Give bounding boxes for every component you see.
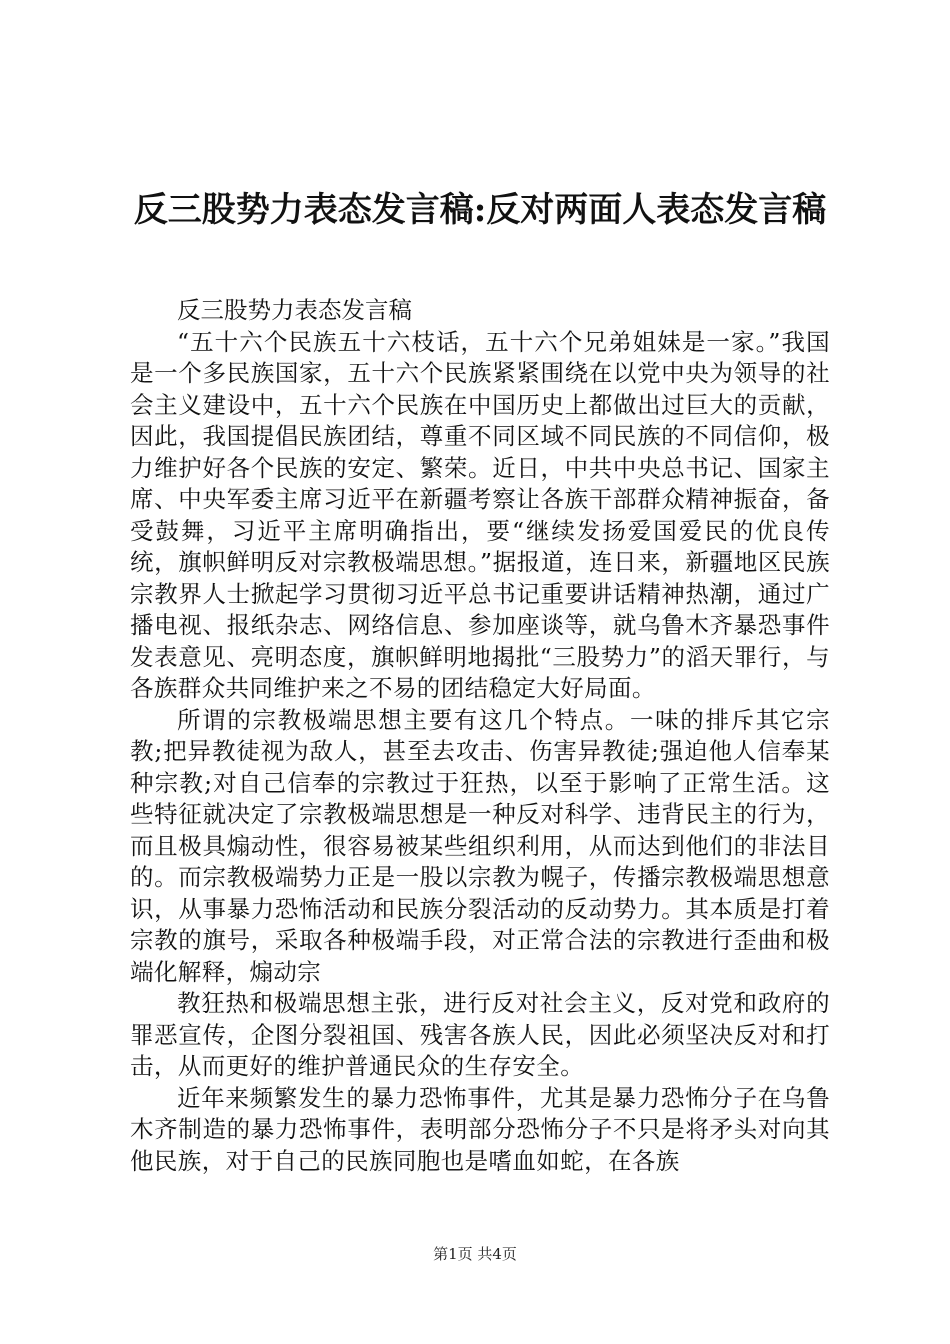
document-title: 反三股势力表态发言稿:反对两面人表态发言稿: [133, 190, 827, 230]
document-body: [130, 295, 830, 1177]
body-paragraph: 近年来频繁发生的暴力恐怖事件，尤其是暴力恐怖分子在乌鲁木齐制造的暴力恐怖事件，表明部分恐怖分子不只是将矛头对向其他民族，对于自己的民族同胞也是嗜血如蛇，在各族: [130, 1083, 830, 1175]
body-paragraph: 所谓的宗教极端思想主要有这几个特点。一味的排斥其它宗教;把异教徒视为敌人，甚至去攻击、伤害异教徒;强迫他人信奉某种宗教;对自己信奉的宗教过于狂热，以至于影响了正常生活。这些特征就决定了宗教极端思想是一种反对科学、违背民主的行为，而且极具煽动性，很容易被某些组织利用，从而达到他们的非法目的。而宗教极端势力正是一股以宗教为幌子，传播宗教极端思想意识，从事暴力恐怖活动和民族分裂活动的反动势力。其本质是打着宗教的旗号，采取各种极端手段，对正常合法的宗教进行歪曲和极端化解释，煽动宗: [130, 705, 830, 986]
document-subtitle-paragraph: 反三股势力表态发言稿: [177, 296, 412, 324]
page-number-footer: 第1页 共4页: [433, 1245, 517, 1263]
body-paragraph: “五十六个民族五十六枝话，五十六个兄弟姐妹是一家。”我国是一个多民族国家，五十六个民族紧紧围绕在以党中央为领导的社会主义建设中，五十六个民族在中国历史上都做出过巨大的贡献，因此，我国提倡民族团结，尊重不同区域不同民族的不同信仰，极力维护好各个民族的安定、繁荣。近日，中共中央总书记、国家主席、中央军委主席习近平在新疆考察让各族干部群众精神振奋，备受鼓舞，习近平主席明确指出，要“继续发扬爱国爱民的优良传统，旗帜鲜明反对宗教极端思想。”据报道，连日来，新疆地区民族宗教界人士掀起学习贯彻习近平总书记重要讲话精神热潮，通过广播电视、报纸杂志、网络信息、参加座谈等，就乌鲁木齐暴恐事件发表意见、亮明态度，旗帜鲜明地揭批“三股势力”的滔天罪行，与各族群众共同维护来之不易的团结稳定大好局面。: [130, 327, 830, 702]
body-paragraph: 教狂热和极端思想主张，进行反对社会主义，反对党和政府的罪恶宣传，企图分裂祖国、残害各族人民，因此必须坚决反对和打击，从而更好的维护普通民众的生存安全。: [130, 989, 830, 1080]
